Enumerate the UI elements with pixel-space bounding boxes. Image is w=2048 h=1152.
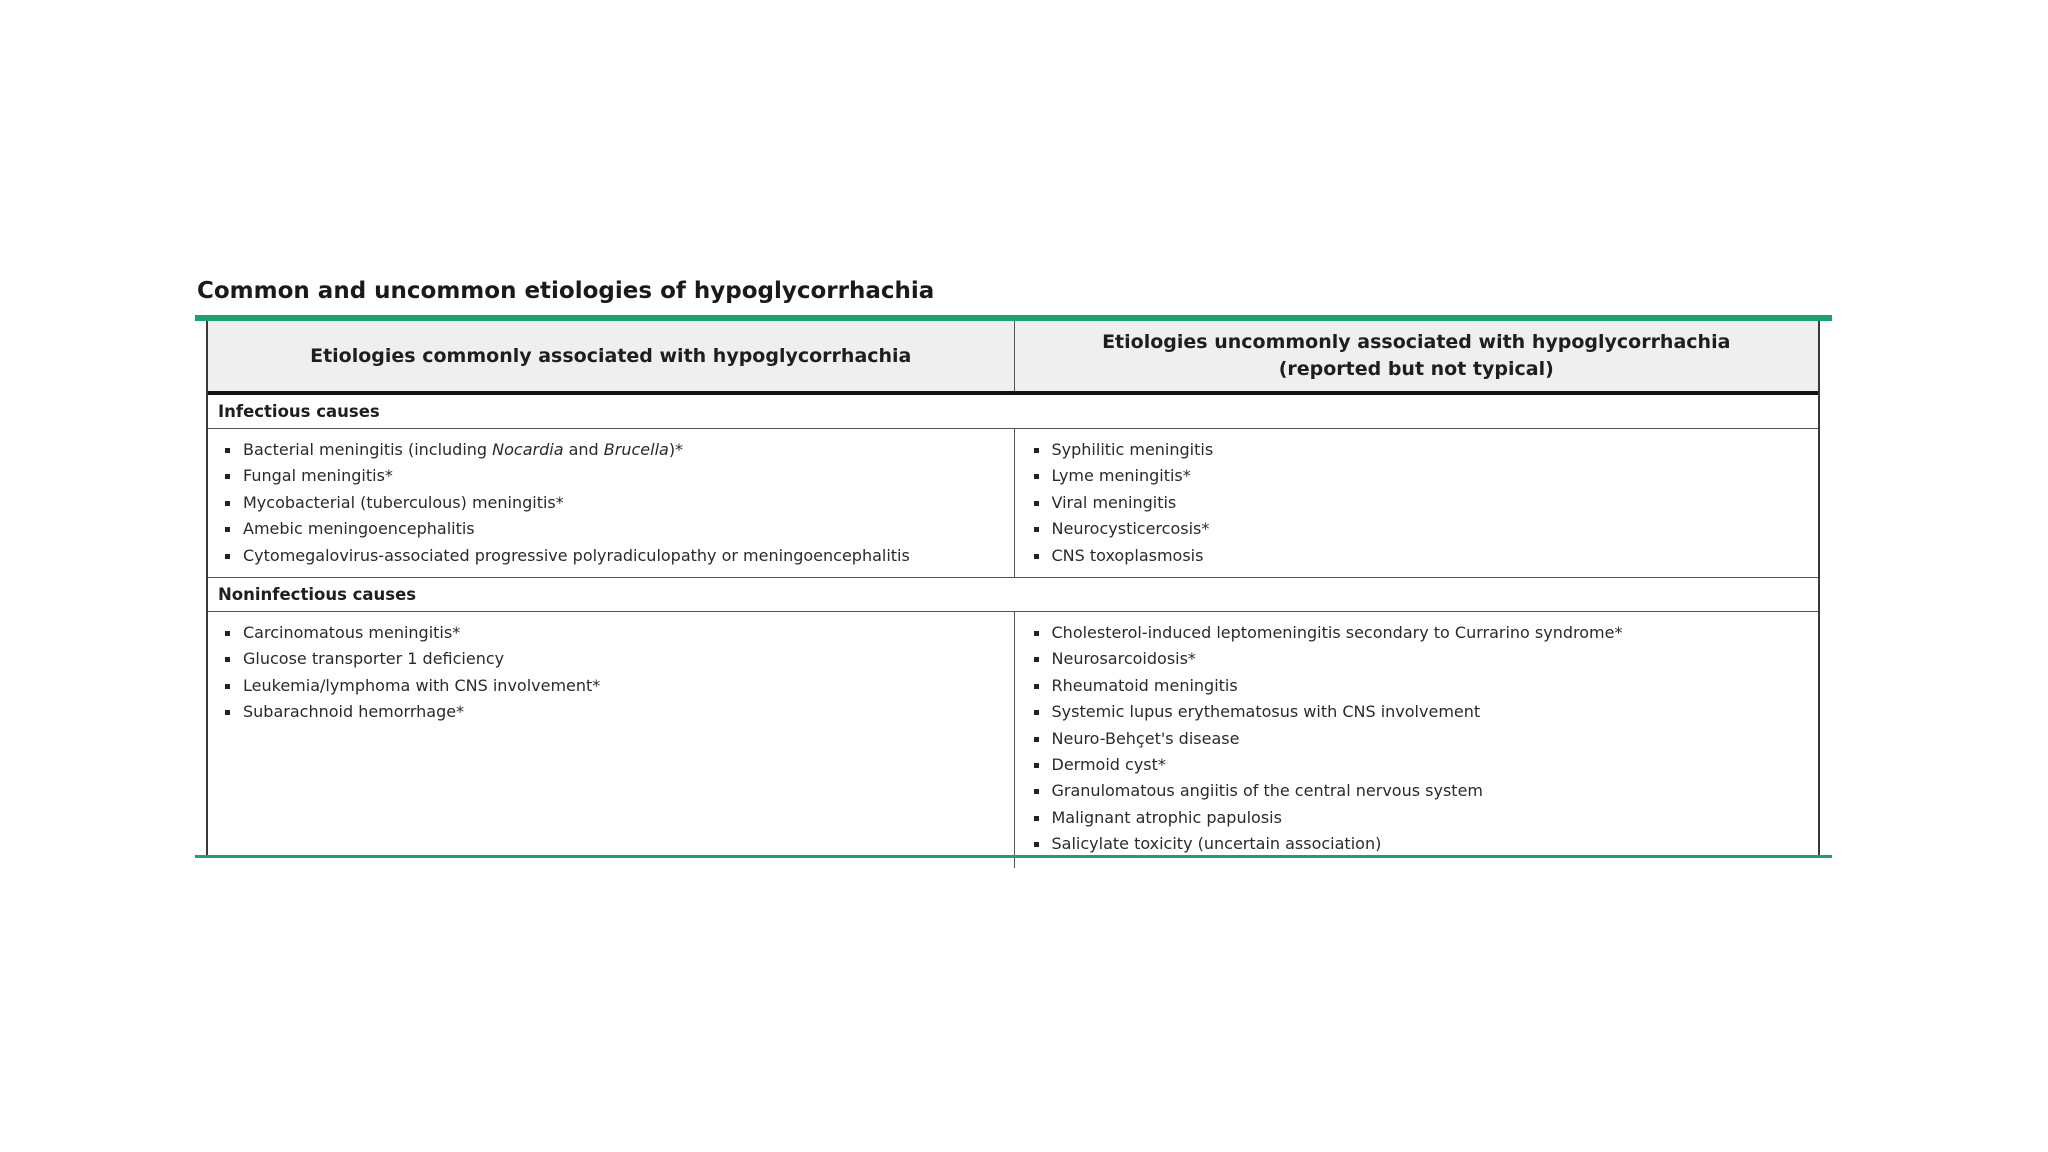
list-item: Viral meningitis — [1052, 490, 1819, 516]
list-item: CNS toxoplasmosis — [1052, 543, 1819, 569]
cell-infectious-common — [208, 429, 1014, 578]
list-item: Subarachnoid hemorrhage* — [243, 699, 1014, 725]
cell-infectious-uncommon — [1014, 429, 1818, 578]
etiologies-table — [208, 321, 1818, 868]
list-infectious-uncommon — [1015, 437, 1819, 569]
list-item: Malignant atrophic papulosis — [1052, 805, 1819, 831]
list-item: Carcinomatous meningitis* — [243, 620, 1014, 646]
list-item: Neurocysticercosis* — [1052, 516, 1819, 542]
list-item: Syphilitic meningitis — [1052, 437, 1819, 463]
list-item: Cholesterol-induced leptomeningitis secondary to Currarino syndrome* — [1052, 620, 1819, 646]
list-item: Mycobacterial (tuberculous) meningitis* — [243, 490, 1014, 516]
cell-noninfectious-common — [208, 612, 1014, 869]
header-uncommon — [1014, 321, 1818, 393]
table-header-row — [208, 321, 1818, 393]
section-row-noninfectious — [208, 578, 1818, 612]
cell-noninfectious-uncommon — [1014, 612, 1818, 869]
list-item: Bacterial meningitis (including Nocardia and Brucella)* — [243, 437, 1014, 463]
list-item: Salicylate toxicity (uncertain association) — [1052, 831, 1819, 857]
section-label-noninfectious: Noninfectious causes — [208, 578, 1818, 612]
list-item: Cytomegalovirus-associated progressive polyradiculopathy or meningoencephalitis — [243, 543, 1014, 569]
table-row-noninfectious — [208, 612, 1818, 869]
header-common: Etiologies commonly associated with hypoglycorrhachia — [208, 321, 1014, 393]
list-noninfectious-common — [208, 620, 1014, 726]
header-uncommon-line2: (reported but not typical) — [1278, 358, 1554, 380]
header-uncommon-line1: Etiologies uncommonly associated with hypoglycorrhachia — [1102, 331, 1731, 353]
section-label-infectious: Infectious causes — [208, 393, 1818, 429]
list-item: Granulomatous angiitis of the central nervous system — [1052, 778, 1819, 804]
table-bottom-rule — [195, 855, 1832, 858]
list-infectious-common — [208, 437, 1014, 569]
page-title: Common and uncommon etiologies of hypoglycorrhachia — [197, 278, 935, 304]
list-item: Neurosarcoidosis* — [1052, 646, 1819, 672]
list-item: Systemic lupus erythematosus with CNS involvement — [1052, 699, 1819, 725]
list-item: Glucose transporter 1 deficiency — [243, 646, 1014, 672]
list-item: Fungal meningitis* — [243, 463, 1014, 489]
section-row-infectious — [208, 393, 1818, 429]
list-item: Amebic meningoencephalitis — [243, 516, 1014, 542]
list-noninfectious-uncommon — [1015, 620, 1819, 858]
list-item: Dermoid cyst* — [1052, 752, 1819, 778]
table-row-infectious — [208, 429, 1818, 578]
list-item: Rheumatoid meningitis — [1052, 673, 1819, 699]
list-item: Leukemia/lymphoma with CNS involvement* — [243, 673, 1014, 699]
list-item: Lyme meningitis* — [1052, 463, 1819, 489]
list-item: Neuro-Behçet's disease — [1052, 726, 1819, 752]
etiologies-table-frame — [206, 321, 1820, 855]
